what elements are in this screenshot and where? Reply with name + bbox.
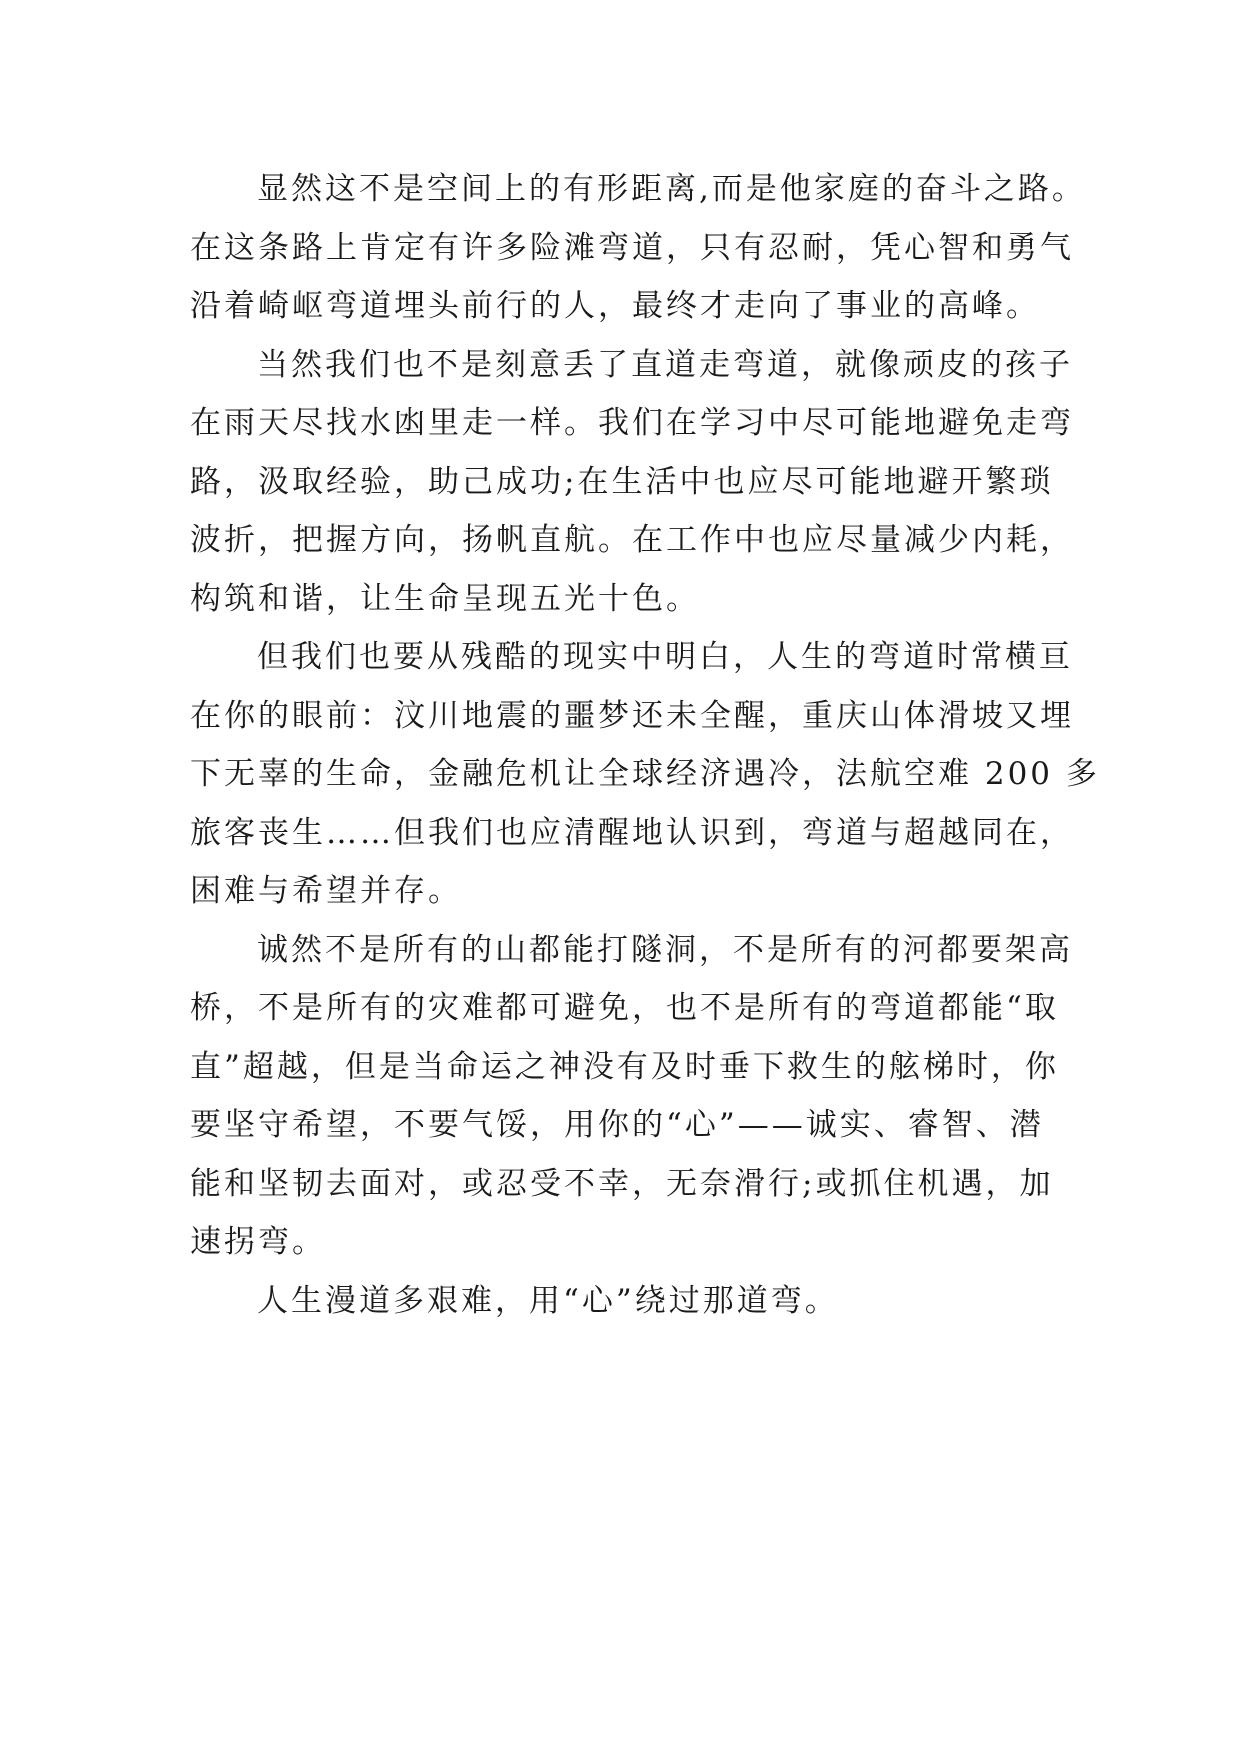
text-line: 直”超越，但是当命运之神没有及时垂下救生的舷梯时，你: [190, 1048, 1059, 1085]
paragraph-4: [190, 921, 1090, 1272]
document-body: [190, 160, 1100, 1330]
text-line: 路，汲取经验，助己成功;在生活中也应尽可能地避开繁琐: [190, 463, 1054, 500]
paragraph-3: [190, 628, 1100, 921]
text-line: 沿着崎岖弯道埋头前行的人，最终才走向了事业的高峰。: [190, 288, 1040, 324]
text-line: 能和坚韧去面对，或忍受不幸，无奈滑行;或抓住机遇，加: [190, 1165, 1054, 1202]
paragraph-2: [190, 336, 1090, 629]
text-line: 诚然不是所有的山都能打隧洞，不是所有的河都要架高: [257, 931, 1073, 968]
text-line: 下无辜的生命，金融危机让全球经济遇冷，法航空难 200 多: [190, 756, 1100, 792]
text-line: 在你的眼前：汶川地震的噩梦还未全醒，重庆山体滑坡又埋: [190, 697, 1074, 734]
text-line: 旅客丧生……但我们也应清醒地认识到，弯道与超越同在，: [190, 814, 1074, 851]
paragraph-1: [190, 160, 1090, 336]
text-line: 波折，把握方向，扬帆直航。在工作中也应尽量减少内耗，: [190, 522, 1074, 558]
text-line: 构筑和谐，让生命呈现五光十色。: [190, 580, 700, 617]
text-line: 显然这不是空间上的有形距离,而是他家庭的奋斗之路。: [257, 171, 1086, 207]
text-line: 要坚守希望，不要气馁，用你的“心”——诚实、睿智、潜: [190, 1107, 1044, 1143]
text-line: 在雨天尽找水凼里走一样。我们在学习中尽可能地避免走弯: [190, 405, 1074, 441]
text-line: 困难与希望并存。: [190, 873, 462, 909]
paragraph-5: [190, 1272, 1090, 1331]
text-line: 但我们也要从残酷的现实中明白，人生的弯道时常横亘: [257, 639, 1073, 675]
text-line: 桥，不是所有的灾难都可避免，也不是所有的弯道都能“取: [190, 990, 1059, 1026]
text-line: 人生漫道多艰难，用“心”绕过那道弯。: [257, 1282, 839, 1319]
text-line: 速拐弯。: [190, 1224, 326, 1260]
text-line: 当然我们也不是刻意丢了直道走弯道，就像顽皮的孩子: [257, 346, 1073, 383]
text-line: 在这条路上肯定有许多险滩弯道，只有忍耐，凭心智和勇气: [190, 229, 1074, 266]
